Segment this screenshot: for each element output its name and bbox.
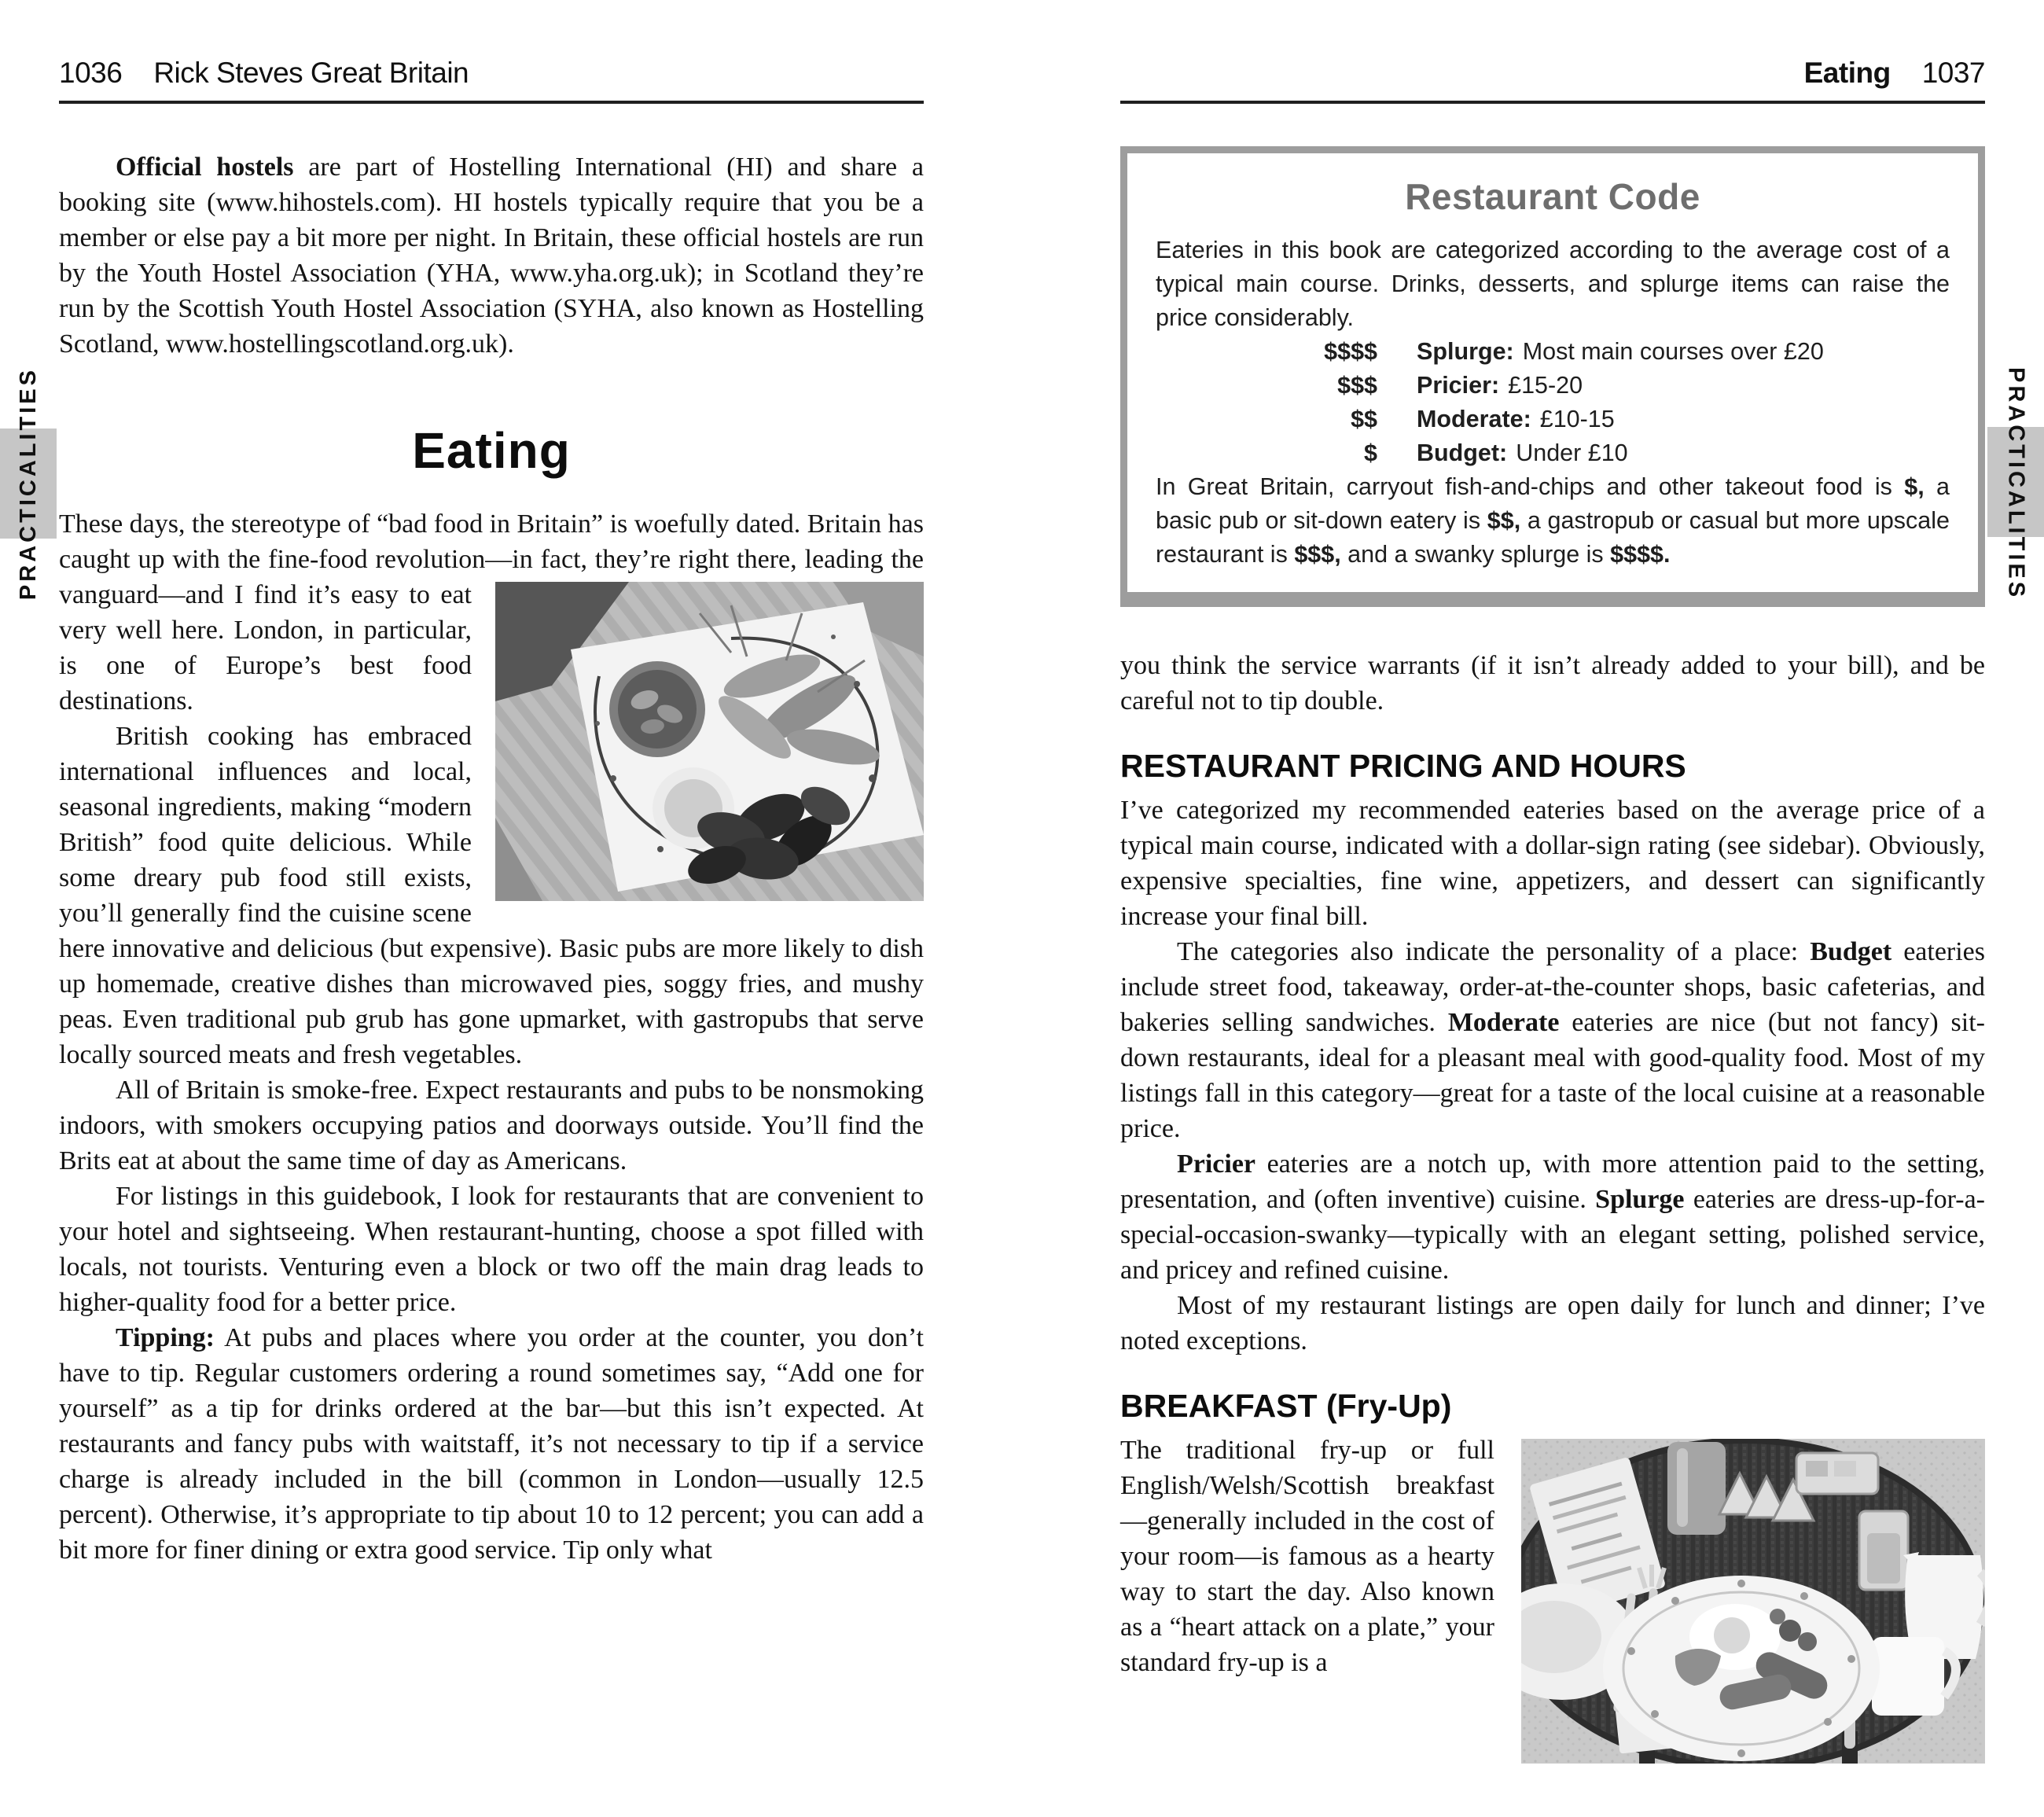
fry-up-breakfast-photo	[1521, 1439, 1985, 1764]
price-dollars: $	[1364, 440, 1377, 466]
tipping-paragraph-rest: At pubs and places where you order at the counter, you don’t have to tip. Regular customers ordering a round sometimes say, “Add one for yourself” as a tip for drinks ordered at the bar—but this isn’t expected. At restaurants and fancy pubs with waitstaff, it’s not necessary to tip if a service charge is already included in the bill (common in London—usually 12.5 percent). Otherwise, it’s appropriate to tip about 10 to 12 percent; you can add a bit more for finer dining or extra good service. Tip only what	[59, 1323, 924, 1565]
price-dollars: $$	[1351, 406, 1377, 432]
practicalities-tab-right	[1987, 354, 2044, 613]
smoke-free-paragraph: All of Britain is smoke-free. Expect restaurants and pubs to be nonsmoking indoors, with smokers occupying patios and doorways outside. You’ll find the Brits eat at about the same time of day as Americans.	[59, 1076, 924, 1175]
pricing-hours-heading: RESTAURANT PRICING AND HOURS	[1120, 748, 1686, 784]
breakfast-paragraph	[1120, 1433, 1985, 1680]
page-number-left: 1036	[59, 57, 123, 89]
rating-desc: £15-20	[1508, 372, 1583, 399]
sidebar-intro: Eateries in this book are categorized according to the average cost of a typical main course. Drinks, desserts, and splurge items can raise the price considerably.	[1156, 237, 1950, 331]
pricing-paragraph-4: Most of my restaurant listings are open daily for lunch and dinner; I’ve noted exceptions.	[1120, 1291, 1985, 1355]
sidebar-title: Restaurant Code	[1405, 176, 1700, 217]
section-title-right: Eating	[1803, 57, 1891, 89]
price-dollars: $$$$	[1324, 338, 1377, 365]
pricing-paragraph-3: Pricier eateries are a notch up, with more attention paid to the setting, presentation, and (often inventive) cuisine. Splurge eateries are dress-up-for-a-special-occasion-swanky—typically with an elegant setting, polished service, and pricey and refined cuisine.	[1120, 1149, 1985, 1285]
pricing-paragraph-2: The categories also indicate the personality of a place: Budget eateries include street food, takeaway, order-at-the-counter shops, basic cafeterias, and bakeries selling sandwiches. Moderate eateries are nice (but not fancy) sit-down restaurants, ideal for a pleasant meal with good-quality food. Most of my listings fall in this category—great for a taste of the local cuisine at a reasonable price.	[1120, 937, 1985, 1143]
intro-paragraph	[59, 506, 924, 719]
listings-paragraph: For listings in this guidebook, I look for restaurants that are convenient to your hotel and sightseeing. When restaurant-hunting, choose a spot filled with locals, not tourists. Venturing even a block or two off the main drag leads to higher-quality food for a better price.	[59, 1182, 924, 1317]
rating-desc: £10-15	[1539, 406, 1615, 432]
right-page	[1120, 0, 1985, 1775]
running-head-left	[59, 31, 924, 104]
restaurant-code-sidebar	[1120, 146, 1985, 607]
seafood-platter-photo	[495, 582, 924, 901]
practicalities-tab-left	[0, 354, 57, 613]
hostels-paragraph-rest: are part of Hostelling International (HI) and share a booking site (www.hihostels.com). HI hostels typically require that you be a member or else pay a bit more per night. In Britain, these official hostels are run by the Youth Hostel Association (YHA, www.yha.org.uk); in Scotland they’re run by the Scottish Youth Hostel Association (SYHA, also known as Hostelling Scotland, www.hostellingscotland.org.uk).	[59, 153, 924, 359]
british-cooking-paragraph: British cooking has embraced international influences and local, seasonal ingredients, making “modern British” food quite delicious. While some dreary pub food still exists, you’ll generally find the cuisine scene here innovative and delicious (but expensive). Basic pubs are more likely to dish up homemade, creative dishes than microwaved pies, soggy fries, and mushy peas. Even traditional pub grub has gone upmarket, with gastropubs that serve locally sourced meats and fresh vegetables.	[59, 722, 924, 1069]
price-dollars: $$$	[1337, 372, 1377, 399]
rating-row-moderate	[1156, 403, 1950, 436]
rating-label: Budget:	[1417, 440, 1508, 466]
book-title: Rick Steves Great Britain	[153, 57, 469, 89]
left-page	[59, 0, 924, 1568]
tipping-paragraph-lead: Tipping:	[116, 1323, 215, 1352]
page-number-right: 1037	[1921, 57, 1985, 89]
practicalities-tab-label: PRACTICALITIES	[2003, 366, 2029, 601]
hostels-paragraph-lead: Official hostels	[116, 153, 294, 182]
breakfast-paragraph-text: The traditional fry-up or full English/Welsh/Scottish breakfast—generally included in the cost of your room—is famous as a hearty way to start the day. Also known as a “heart attack on a plate,” your standard fry-up is a	[1120, 1436, 1494, 1677]
practicalities-tab-label: PRACTICALITIES	[15, 366, 41, 601]
sidebar-outro: In Great Britain, carryout fish-and-chips and other takeout food is $, a basic pub or sit-down eatery is $$, a gastropub or casual but more upscale restaurant is $$$, and a swanky splurge is $$$$.	[1156, 473, 1950, 568]
rating-label: Splurge:	[1417, 338, 1514, 365]
intro-paragraph-part1: These days, the stereotype of “bad food in Britain” is woefully dated. Britain has caught up with the fine-food revolution—in fact,	[59, 509, 924, 574]
pricing-paragraph-1: I’ve categorized my recommended eateries based on the average price of a typical main course, indicated with a dollar-sign rating (see sidebar). Obviously, expensive specialties, fine wine, appetizers, and dessert can significantly increase your final bill.	[1120, 796, 1985, 931]
rating-desc: Under £10	[1516, 440, 1628, 466]
eating-section-title: Eating	[412, 422, 571, 479]
running-head-right	[1120, 31, 1985, 104]
rating-label: Moderate:	[1417, 406, 1531, 432]
rating-row-pricier	[1156, 369, 1950, 403]
rating-row-splurge	[1156, 335, 1950, 369]
tipping-paragraph	[59, 1320, 924, 1568]
tip-continuation-paragraph: you think the service warrants (if it isn’t already added to your bill), and be careful not to tip double.	[1120, 651, 1985, 715]
rating-label: Pricier:	[1417, 372, 1500, 399]
intro-paragraph-part2: they’re right there, leading the vanguard—and I find it’s easy to eat very well here. London, in particular, is one of Europe’s best food destinations.	[59, 545, 924, 715]
hostels-paragraph	[59, 149, 924, 362]
breakfast-heading: BREAKFAST (Fry-Up)	[1120, 1388, 1452, 1424]
rating-row-budget	[1156, 436, 1950, 470]
rating-desc: Most main courses over £20	[1522, 338, 1824, 365]
